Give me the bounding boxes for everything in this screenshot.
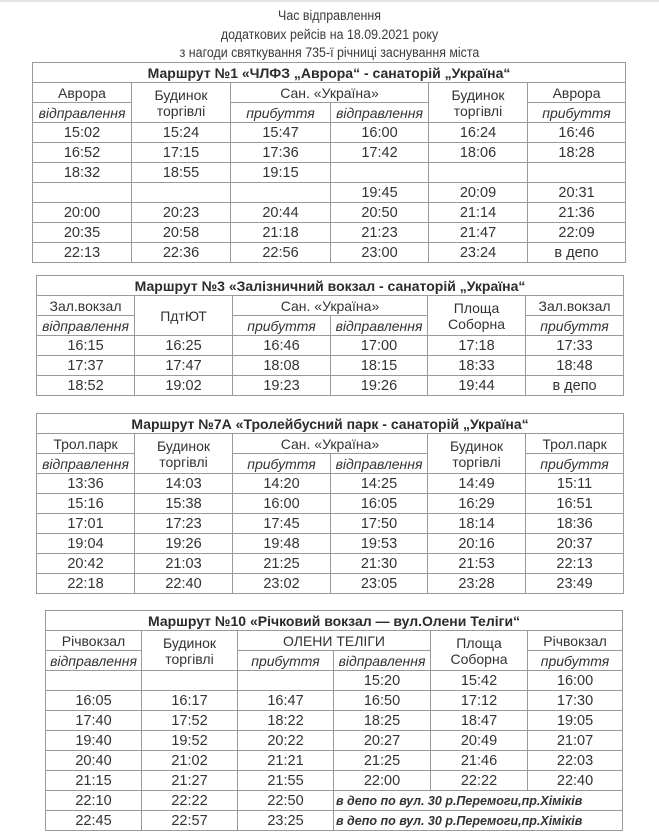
time-cell: 21:55 [238, 771, 334, 791]
time-cell [33, 183, 132, 203]
route-7a-table [36, 413, 624, 594]
sub-header: прибуття [528, 103, 626, 123]
time-cell: 21:53 [428, 554, 526, 574]
table-row [33, 143, 626, 163]
time-cell: 20:09 [429, 183, 528, 203]
table-row [33, 163, 626, 183]
time-cell: 16:24 [429, 123, 528, 143]
time-cell: 20:27 [334, 731, 431, 751]
time-cell: 16:17 [142, 691, 238, 711]
time-cell: 19:26 [135, 534, 233, 554]
time-cell: 19:02 [135, 376, 233, 396]
time-cell [238, 671, 334, 691]
stop-header: Будинок торгівлі [428, 434, 526, 474]
stop-header: Річвокзал [528, 631, 623, 651]
time-cell: 20:50 [331, 203, 429, 223]
time-cell: 22:57 [142, 811, 238, 831]
table-row [46, 691, 623, 711]
table-row [37, 574, 624, 594]
time-cell: 20:37 [526, 534, 624, 554]
time-cell: 20:16 [428, 534, 526, 554]
time-cell: 22:09 [528, 223, 626, 243]
time-cell: 21:21 [238, 751, 334, 771]
stop-header: Трол.парк [37, 434, 135, 454]
sub-header: прибуття [238, 651, 334, 671]
time-cell: 21:25 [233, 554, 331, 574]
table-row [37, 376, 624, 396]
time-cell: 16:47 [238, 691, 334, 711]
time-cell: 22:18 [37, 574, 135, 594]
time-cell [46, 671, 142, 691]
time-cell: 16:05 [331, 494, 428, 514]
depot-note: в депо по вул. 30 р.Перемоги,пр.Хіміків [334, 811, 623, 831]
stop-header: Будинок торгівлі [132, 83, 231, 123]
time-cell: 16:50 [334, 691, 431, 711]
route-10-table [45, 610, 623, 831]
time-cell: 18:32 [33, 163, 132, 183]
sub-header: прибуття [231, 103, 331, 123]
time-cell: 23:24 [429, 243, 528, 263]
time-cell: 17:33 [526, 336, 624, 356]
heading-line-2: додаткових рейсів на 18.09.2021 року [220, 27, 439, 42]
time-cell: 16:46 [528, 123, 626, 143]
time-cell: 19:40 [46, 731, 142, 751]
time-cell: 19:52 [142, 731, 238, 751]
time-cell: 16:52 [33, 143, 132, 163]
route-title: Маршрут №7А «Тролейбусний парк - санаторій „Україна“ [37, 414, 624, 434]
table-row-depot [46, 791, 623, 811]
time-cell: 17:01 [37, 514, 135, 534]
time-cell: 15:11 [526, 474, 624, 494]
time-cell: 14:20 [233, 474, 331, 494]
time-cell: 23:00 [331, 243, 429, 263]
time-cell: 22:03 [528, 751, 623, 771]
time-cell: 20:49 [431, 731, 528, 751]
time-cell: 18:14 [428, 514, 526, 534]
stop-header: Зал.вокзал [37, 296, 135, 316]
sub-header: відправлення [334, 651, 431, 671]
time-cell: 19:44 [428, 376, 526, 396]
time-cell: 17:47 [135, 356, 233, 376]
time-cell: 19:04 [37, 534, 135, 554]
time-cell: 21:14 [429, 203, 528, 223]
table-row [46, 711, 623, 731]
table-row [33, 203, 626, 223]
time-cell: 16:15 [37, 336, 135, 356]
time-cell: 14:03 [135, 474, 233, 494]
time-cell [528, 163, 626, 183]
time-cell: 21:15 [46, 771, 142, 791]
time-cell: 16:05 [46, 691, 142, 711]
time-cell [132, 183, 231, 203]
time-cell: 22:40 [528, 771, 623, 791]
time-cell: 22:22 [142, 791, 238, 811]
time-cell: 21:46 [431, 751, 528, 771]
table-row [46, 671, 623, 691]
time-cell: 19:48 [233, 534, 331, 554]
stop-header: ОЛЕНИ ТЕЛІГИ [238, 631, 431, 651]
table-row [37, 494, 624, 514]
time-cell: 17:36 [231, 143, 331, 163]
stop-header: Площа Соборна [431, 631, 528, 671]
sub-header: прибуття [526, 316, 624, 336]
time-cell: 21:25 [334, 751, 431, 771]
time-cell: 18:47 [431, 711, 528, 731]
time-cell: 23:28 [428, 574, 526, 594]
time-cell: 18:28 [528, 143, 626, 163]
time-cell [331, 163, 429, 183]
table-row [37, 474, 624, 494]
time-cell: 18:22 [238, 711, 334, 731]
stop-header: Сан. «Україна» [231, 83, 429, 103]
heading-line-3: з нагоди святкування 735-ї річниці заснування міста [179, 45, 480, 60]
time-cell: 21:36 [528, 203, 626, 223]
stop-header: Будинок торгівлі [142, 631, 238, 671]
stop-header: Аврора [528, 83, 626, 103]
stop-header: Будинок торгівлі [429, 83, 528, 123]
time-cell: 19:15 [231, 163, 331, 183]
time-cell: 17:15 [132, 143, 231, 163]
sub-header: відправлення [331, 454, 428, 474]
table-row [37, 534, 624, 554]
route-title: Маршрут №1 «ЧЛФЗ „Аврора“ - санаторій „Україна“ [33, 63, 626, 83]
time-cell: 15:38 [135, 494, 233, 514]
time-cell: 21:02 [142, 751, 238, 771]
route-title: Маршрут №10 «Річковий вокзал — вул.Олени Теліги“ [46, 611, 623, 631]
time-cell: 19:53 [331, 534, 428, 554]
sub-header: відправлення [37, 316, 135, 336]
time-cell: 19:45 [331, 183, 429, 203]
time-cell [231, 183, 331, 203]
time-cell: 14:25 [331, 474, 428, 494]
sub-header: прибуття [526, 454, 624, 474]
time-cell: 15:02 [33, 123, 132, 143]
stop-header: Сан. «Україна» [233, 434, 428, 454]
time-cell: 23:05 [331, 574, 428, 594]
time-cell: 19:26 [331, 376, 428, 396]
time-cell: 22:50 [238, 791, 334, 811]
time-cell: 16:51 [526, 494, 624, 514]
time-cell: 23:25 [238, 811, 334, 831]
time-cell: 22:40 [135, 574, 233, 594]
sub-header: відправлення [331, 103, 429, 123]
table-row [37, 514, 624, 534]
time-cell: 16:29 [428, 494, 526, 514]
time-cell: 15:20 [334, 671, 431, 691]
table-row [33, 123, 626, 143]
route-1-table [32, 62, 626, 263]
time-cell: 17:23 [135, 514, 233, 534]
table-row [37, 356, 624, 376]
table-row [46, 771, 623, 791]
time-cell: 16:46 [233, 336, 331, 356]
time-cell: 17:52 [142, 711, 238, 731]
time-cell: 15:24 [132, 123, 231, 143]
table-row [33, 223, 626, 243]
stop-header: Річвокзал [46, 631, 142, 651]
time-cell: 17:30 [528, 691, 623, 711]
time-cell: 22:56 [231, 243, 331, 263]
time-cell [142, 671, 238, 691]
time-cell: 20:00 [33, 203, 132, 223]
time-cell: 21:07 [528, 731, 623, 751]
stop-header: Будинок торгівлі [135, 434, 233, 474]
time-cell: 20:35 [33, 223, 132, 243]
time-cell: в депо [526, 376, 624, 396]
time-cell: 18:25 [334, 711, 431, 731]
time-cell: 17:50 [331, 514, 428, 534]
time-cell: 19:23 [233, 376, 331, 396]
time-cell: 18:15 [331, 356, 428, 376]
time-cell: 21:23 [331, 223, 429, 243]
time-cell: 21:18 [231, 223, 331, 243]
time-cell: 18:33 [428, 356, 526, 376]
time-cell: 18:08 [233, 356, 331, 376]
heading-line-1: Час відправлення [278, 8, 381, 23]
time-cell: 22:36 [132, 243, 231, 263]
time-cell: 16:00 [528, 671, 623, 691]
time-cell: 23:02 [233, 574, 331, 594]
sub-header: прибуття [233, 454, 331, 474]
time-cell: 16:25 [135, 336, 233, 356]
time-cell: 23:49 [526, 574, 624, 594]
time-cell: 17:40 [46, 711, 142, 731]
time-cell: 20:44 [231, 203, 331, 223]
time-cell: 22:45 [46, 811, 142, 831]
time-cell: 20:42 [37, 554, 135, 574]
sub-header: прибуття [528, 651, 623, 671]
time-cell: 17:18 [428, 336, 526, 356]
time-cell: 17:45 [233, 514, 331, 534]
route-3-table [36, 275, 624, 396]
time-cell: 20:31 [528, 183, 626, 203]
time-cell: 16:00 [331, 123, 429, 143]
stop-header: Трол.парк [526, 434, 624, 454]
depot-note: в депо по вул. 30 р.Перемоги,пр.Хіміків [334, 791, 623, 811]
time-cell: 22:22 [431, 771, 528, 791]
table-row [37, 336, 624, 356]
table-row [33, 243, 626, 263]
time-cell [429, 163, 528, 183]
time-cell: 16:00 [233, 494, 331, 514]
table-row [46, 731, 623, 751]
table-row [46, 751, 623, 771]
time-cell: 21:03 [135, 554, 233, 574]
time-cell: 19:05 [528, 711, 623, 731]
table-row-depot [46, 811, 623, 831]
stop-header: Сан. «Україна» [233, 296, 428, 316]
sub-header: відправлення [37, 454, 135, 474]
time-cell: 18:55 [132, 163, 231, 183]
time-cell: 17:37 [37, 356, 135, 376]
time-cell: 21:27 [142, 771, 238, 791]
time-cell: 17:12 [431, 691, 528, 711]
time-cell: 18:52 [37, 376, 135, 396]
time-cell: 21:47 [429, 223, 528, 243]
time-cell: 15:47 [231, 123, 331, 143]
route-title: Маршрут №3 «Залізничний вокзал - санаторій „Україна“ [37, 276, 624, 296]
stop-header: ПдтЮТ [135, 296, 233, 336]
time-cell: 22:10 [46, 791, 142, 811]
time-cell: 17:42 [331, 143, 429, 163]
time-cell: 20:22 [238, 731, 334, 751]
time-cell: 21:30 [331, 554, 428, 574]
time-cell: 18:36 [526, 514, 624, 534]
sub-header: відправлення [46, 651, 142, 671]
table-row [33, 183, 626, 203]
page-top-border [0, 0, 659, 2]
time-cell: 17:00 [331, 336, 428, 356]
time-cell: 18:06 [429, 143, 528, 163]
stop-header: Аврора [33, 83, 132, 103]
time-cell: 13:36 [37, 474, 135, 494]
time-cell: 14:49 [428, 474, 526, 494]
time-cell: в депо [528, 243, 626, 263]
stop-header: Зал.вокзал [526, 296, 624, 316]
sub-header: відправлення [331, 316, 428, 336]
stop-header: Площа Соборна [428, 296, 526, 336]
sub-header: прибуття [233, 316, 331, 336]
sub-header: відправлення [33, 103, 132, 123]
table-row [37, 554, 624, 574]
time-cell: 15:16 [37, 494, 135, 514]
time-cell: 22:00 [334, 771, 431, 791]
time-cell: 15:42 [431, 671, 528, 691]
time-cell: 20:58 [132, 223, 231, 243]
time-cell: 22:13 [526, 554, 624, 574]
time-cell: 20:23 [132, 203, 231, 223]
time-cell: 22:13 [33, 243, 132, 263]
time-cell: 18:48 [526, 356, 624, 376]
time-cell: 20:40 [46, 751, 142, 771]
